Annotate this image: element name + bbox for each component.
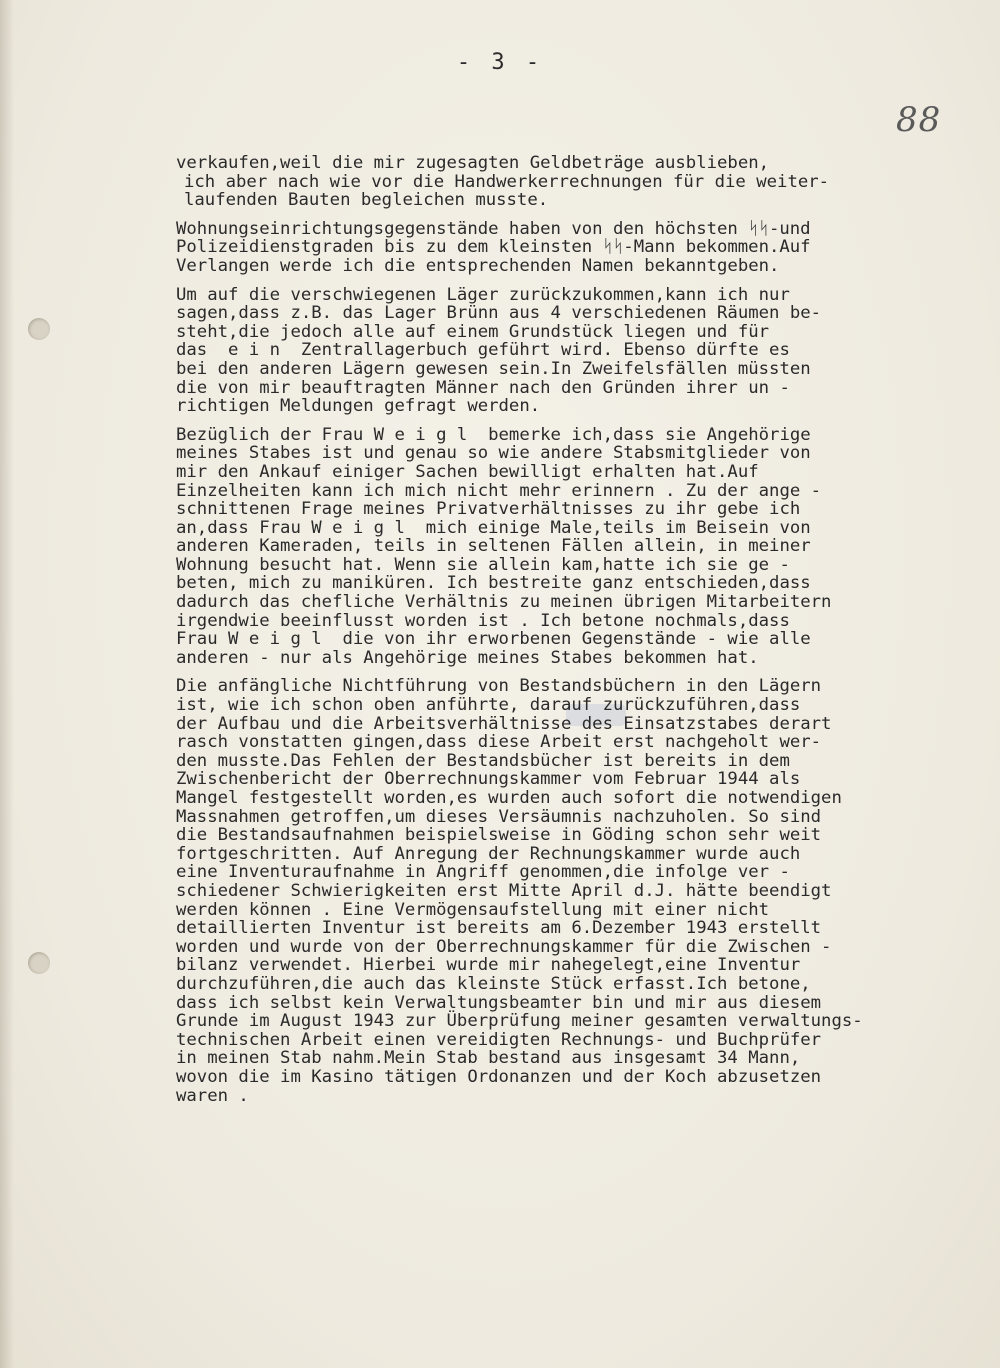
handwritten-folio-number: 88 <box>896 100 942 140</box>
text-line: schnittenen Frage meines Privatverhältnisses zu ihr gebe ich <box>176 499 801 520</box>
text-line: detaillierten Inventur ist bereits am 6.Dezember 1943 erstellt <box>176 918 822 939</box>
text-line: ist, wie ich schon oben anführte, darauf zurückzuführen,dass <box>176 695 801 716</box>
text-line: das e i n Zentrallagerbuch geführt wird. Ebenso dürfte es <box>176 340 790 361</box>
text-line: Wohnung besucht hat. Wenn sie allein kam,hatte ich sie ge - <box>176 554 790 575</box>
text-line: werden können . Eine Vermögensaufstellung mit einer nicht <box>176 899 770 920</box>
text-line: Bezüglich der Frau W e i g l bemerke ich,dass sie Angehörige <box>176 424 811 445</box>
text-line: steht,die jedoch alle auf einem Grundstück liegen und für <box>176 321 770 342</box>
text-line: Die anfängliche Nichtführung von Bestandsbüchern in den Lägern <box>176 676 822 697</box>
text-line: Massnahmen getroffen,um dieses Versäumnis nachzuholen. So sind <box>176 806 822 827</box>
text-line: waren . <box>176 1085 249 1106</box>
typed-body-text <box>176 154 976 1115</box>
text-line: bilanz verwendet. Hierbei wurde mir nahegelegt,eine Inventur <box>176 955 801 976</box>
paragraph <box>176 426 976 668</box>
text-line: technischen Arbeit einen vereidigten Rechnungs- und Buchprüfer <box>176 1029 822 1050</box>
text-line: fortgeschritten. Auf Anregung der Rechnungskammer wurde auch <box>176 843 801 864</box>
text-line: Frau W e i g l die von ihr erworbenen Gegenstände - wie alle <box>176 629 811 650</box>
text-line: schiedener Schwierigkeiten erst Mitte April d.J. hätte beendigt <box>176 880 832 901</box>
text-line: Zwischenbericht der Oberrechnungskammer vom Februar 1944 als <box>176 769 801 790</box>
text-line: ich aber nach wie vor die Handwerkerrechnungen für die weiter- <box>184 171 830 192</box>
text-line: irgendwie beeinflusst worden ist . Ich betone nochmals,dass <box>176 610 790 631</box>
paragraph <box>176 677 976 1105</box>
text-line: dass ich selbst kein Verwaltungsbeamter bin und mir aus diesem <box>176 992 822 1013</box>
text-line: den musste.Das Fehlen der Bestandsbücher ist bereits in dem <box>176 750 790 771</box>
paragraph <box>176 220 976 276</box>
text-line: rasch vonstatten gingen,dass diese Arbeit erst nachgeholt wer- <box>176 732 822 753</box>
text-line: Verlangen werde ich die entsprechenden Namen bekanntgeben. <box>176 255 780 276</box>
text-line: verkaufen,weil die mir zugesagten Geldbeträge ausblieben, <box>176 153 770 173</box>
text-line: Grunde im August 1943 zur Überprüfung meiner gesamten verwaltungs- <box>176 1011 863 1032</box>
text-line: bei den anderen Lägern gewesen sein.In Zweifelsfällen müssten <box>176 358 811 379</box>
text-line: laufenden Bauten begleichen musste. <box>184 190 549 211</box>
text-line: anderen Kameraden, teils in seltenen Fällen allein, in meiner <box>176 536 811 557</box>
text-line: richtigen Meldungen gefragt werden. <box>176 396 541 417</box>
text-line: worden und wurde von der Oberrechnungskammer für die Zwischen - <box>176 936 832 957</box>
text-line: anderen - nur als Angehörige meines Stabes bekommen hat. <box>176 647 759 668</box>
text-line: sagen,dass z.B. das Lager Brünn aus 4 verschiedenen Räumen be- <box>176 303 822 324</box>
paragraph <box>176 154 976 210</box>
text-line: Um auf die verschwiegenen Läger zurückzukommen,kann ich nur <box>176 284 790 305</box>
paper-edge-shadow <box>0 0 14 1368</box>
punch-hole-bottom <box>28 952 50 974</box>
text-line: eine Inventuraufnahme in Angriff genommen,die infolge ver - <box>176 862 790 883</box>
punch-hole-top <box>28 318 50 340</box>
text-line: beten, mich zu maniküren. Ich bestreite ganz entschieden,dass <box>176 573 811 594</box>
text-line: Polizeidienstgraden bis zu dem kleinsten ᛋᛋ-Mann bekommen.Auf <box>176 237 811 258</box>
text-line: der Aufbau und die Arbeitsverhältnisse des Einsatzstabes derart <box>176 713 832 734</box>
text-line: mir den Ankauf einiger Sachen bewilligt erhalten hat.Auf <box>176 461 759 482</box>
paragraph <box>176 286 976 416</box>
text-line: wovon die im Kasino tätigen Ordonanzen und der Koch abzusetzen <box>176 1066 822 1087</box>
text-line: Wohnungseinrichtungsgegenstände haben von den höchsten ᛋᛋ-und <box>176 218 811 239</box>
text-line: dadurch das chefliche Verhältnis zu meinen übrigen Mitarbeitern <box>176 592 832 613</box>
text-line: durchzuführen,die auch das kleinste Stück erfasst.Ich betone, <box>176 973 811 994</box>
text-line: meines Stabes ist und genau so wie andere Stabsmitglieder von <box>176 443 811 464</box>
text-line: die Bestandsaufnahmen beispielsweise in Göding schon sehr weit <box>176 825 822 846</box>
text-line: an,dass Frau W e i g l mich einige Male,teils im Beisein von <box>176 517 811 538</box>
text-line: Einzelheiten kann ich mich nicht mehr erinnern . Zu der ange - <box>176 480 822 501</box>
text-line: die von mir beauftragten Männer nach den Gründen ihrer un - <box>176 377 790 398</box>
text-line: in meinen Stab nahm.Mein Stab bestand aus insgesamt 34 Mann, <box>176 1048 801 1069</box>
page-number: - 3 - <box>456 50 544 75</box>
text-line: Mangel festgestellt worden,es wurden auch sofort die notwendigen <box>176 788 842 808</box>
